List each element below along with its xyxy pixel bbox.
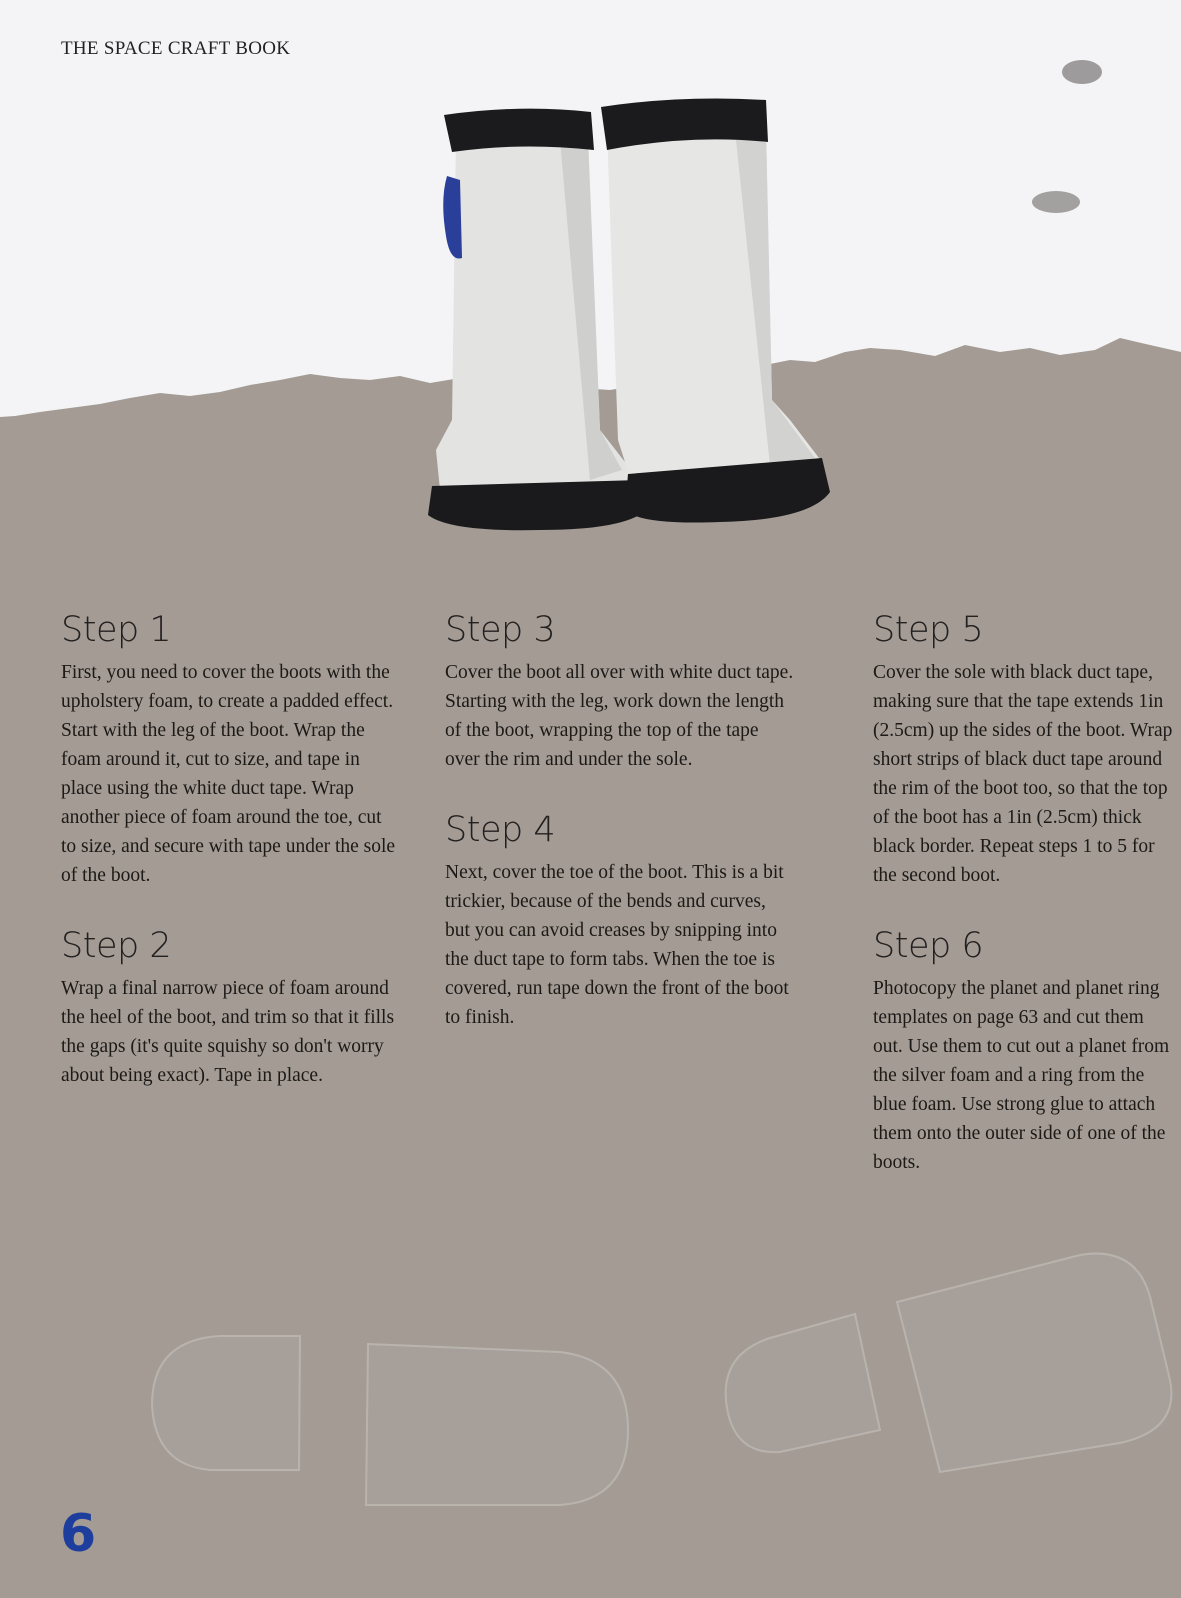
step-2-title: Step 2: [61, 926, 172, 966]
step-5-body: Cover the sole with black duct tape, making sure that the tape extends 1in (2.5cm) up the sides of the boot. Wrap short strips of black duct tape around the rim of the boot too, so that the top of the boot has a 1in (2.5cm) thick black border. Repeat steps 1 to 5 for the second boot.: [873, 662, 1173, 886]
step-3-body: Cover the boot all over with white duct tape. Starting with the leg, work down the length of the boot, wrapping the top of the tape over the rim and under the sole.: [445, 662, 794, 770]
step-1-body: First, you need to cover the boots with the upholstery foam, to create a padded effect. Start with the leg of the boot. Wrap the foam around it, cut to size, and tape in place using the white duct tape. Wrap another piece of foam around the toe, cut to size, and secure with tape under the sole of the boot.: [61, 662, 396, 886]
step-2-body: Wrap a final narrow piece of foam around the heel of the boot, and trim so that it fills the gaps (it's quite squishy so don't worry about being exact). Tape in place.: [61, 978, 395, 1086]
step-4-body: Next, cover the toe of the boot. This is a bit trickier, because of the bends and curves, but you can avoid creases by snipping into the duct tape to form tabs. When the toe is covered, run tape down the front of the boot to finish.: [445, 862, 789, 1028]
step-3-title: Step 3: [445, 610, 556, 650]
step-4-title: Step 4: [445, 810, 556, 850]
smudge-mark: [1062, 60, 1102, 84]
page-number: 6: [60, 1504, 97, 1564]
step-5-title: Step 5: [873, 610, 984, 650]
column-left: [61, 610, 401, 1126]
step-6-title: Step 6: [873, 926, 984, 966]
book-title-header: THE SPACE CRAFT BOOK: [61, 38, 291, 59]
column-right: [873, 610, 1173, 1213]
column-middle: [445, 610, 795, 1068]
step-1-title: Step 1: [61, 610, 172, 650]
left-boot-sole: [428, 480, 644, 530]
heel-template: [152, 1336, 300, 1470]
toe-template-right: [897, 1254, 1171, 1472]
step-6-body: Photocopy the planet and planet ring templates on page 63 and cut them out. Use them to cut out a planet from the silver foam and a ring from the blue foam. Use strong glue to attach them onto the outer side of one of the boots.: [873, 978, 1170, 1173]
left-boot-rim: [444, 109, 594, 152]
sole-templates: [152, 1254, 1171, 1505]
toe-template: [366, 1344, 628, 1505]
heel-template-right: [726, 1314, 880, 1452]
smudge-mark: [1032, 191, 1080, 213]
